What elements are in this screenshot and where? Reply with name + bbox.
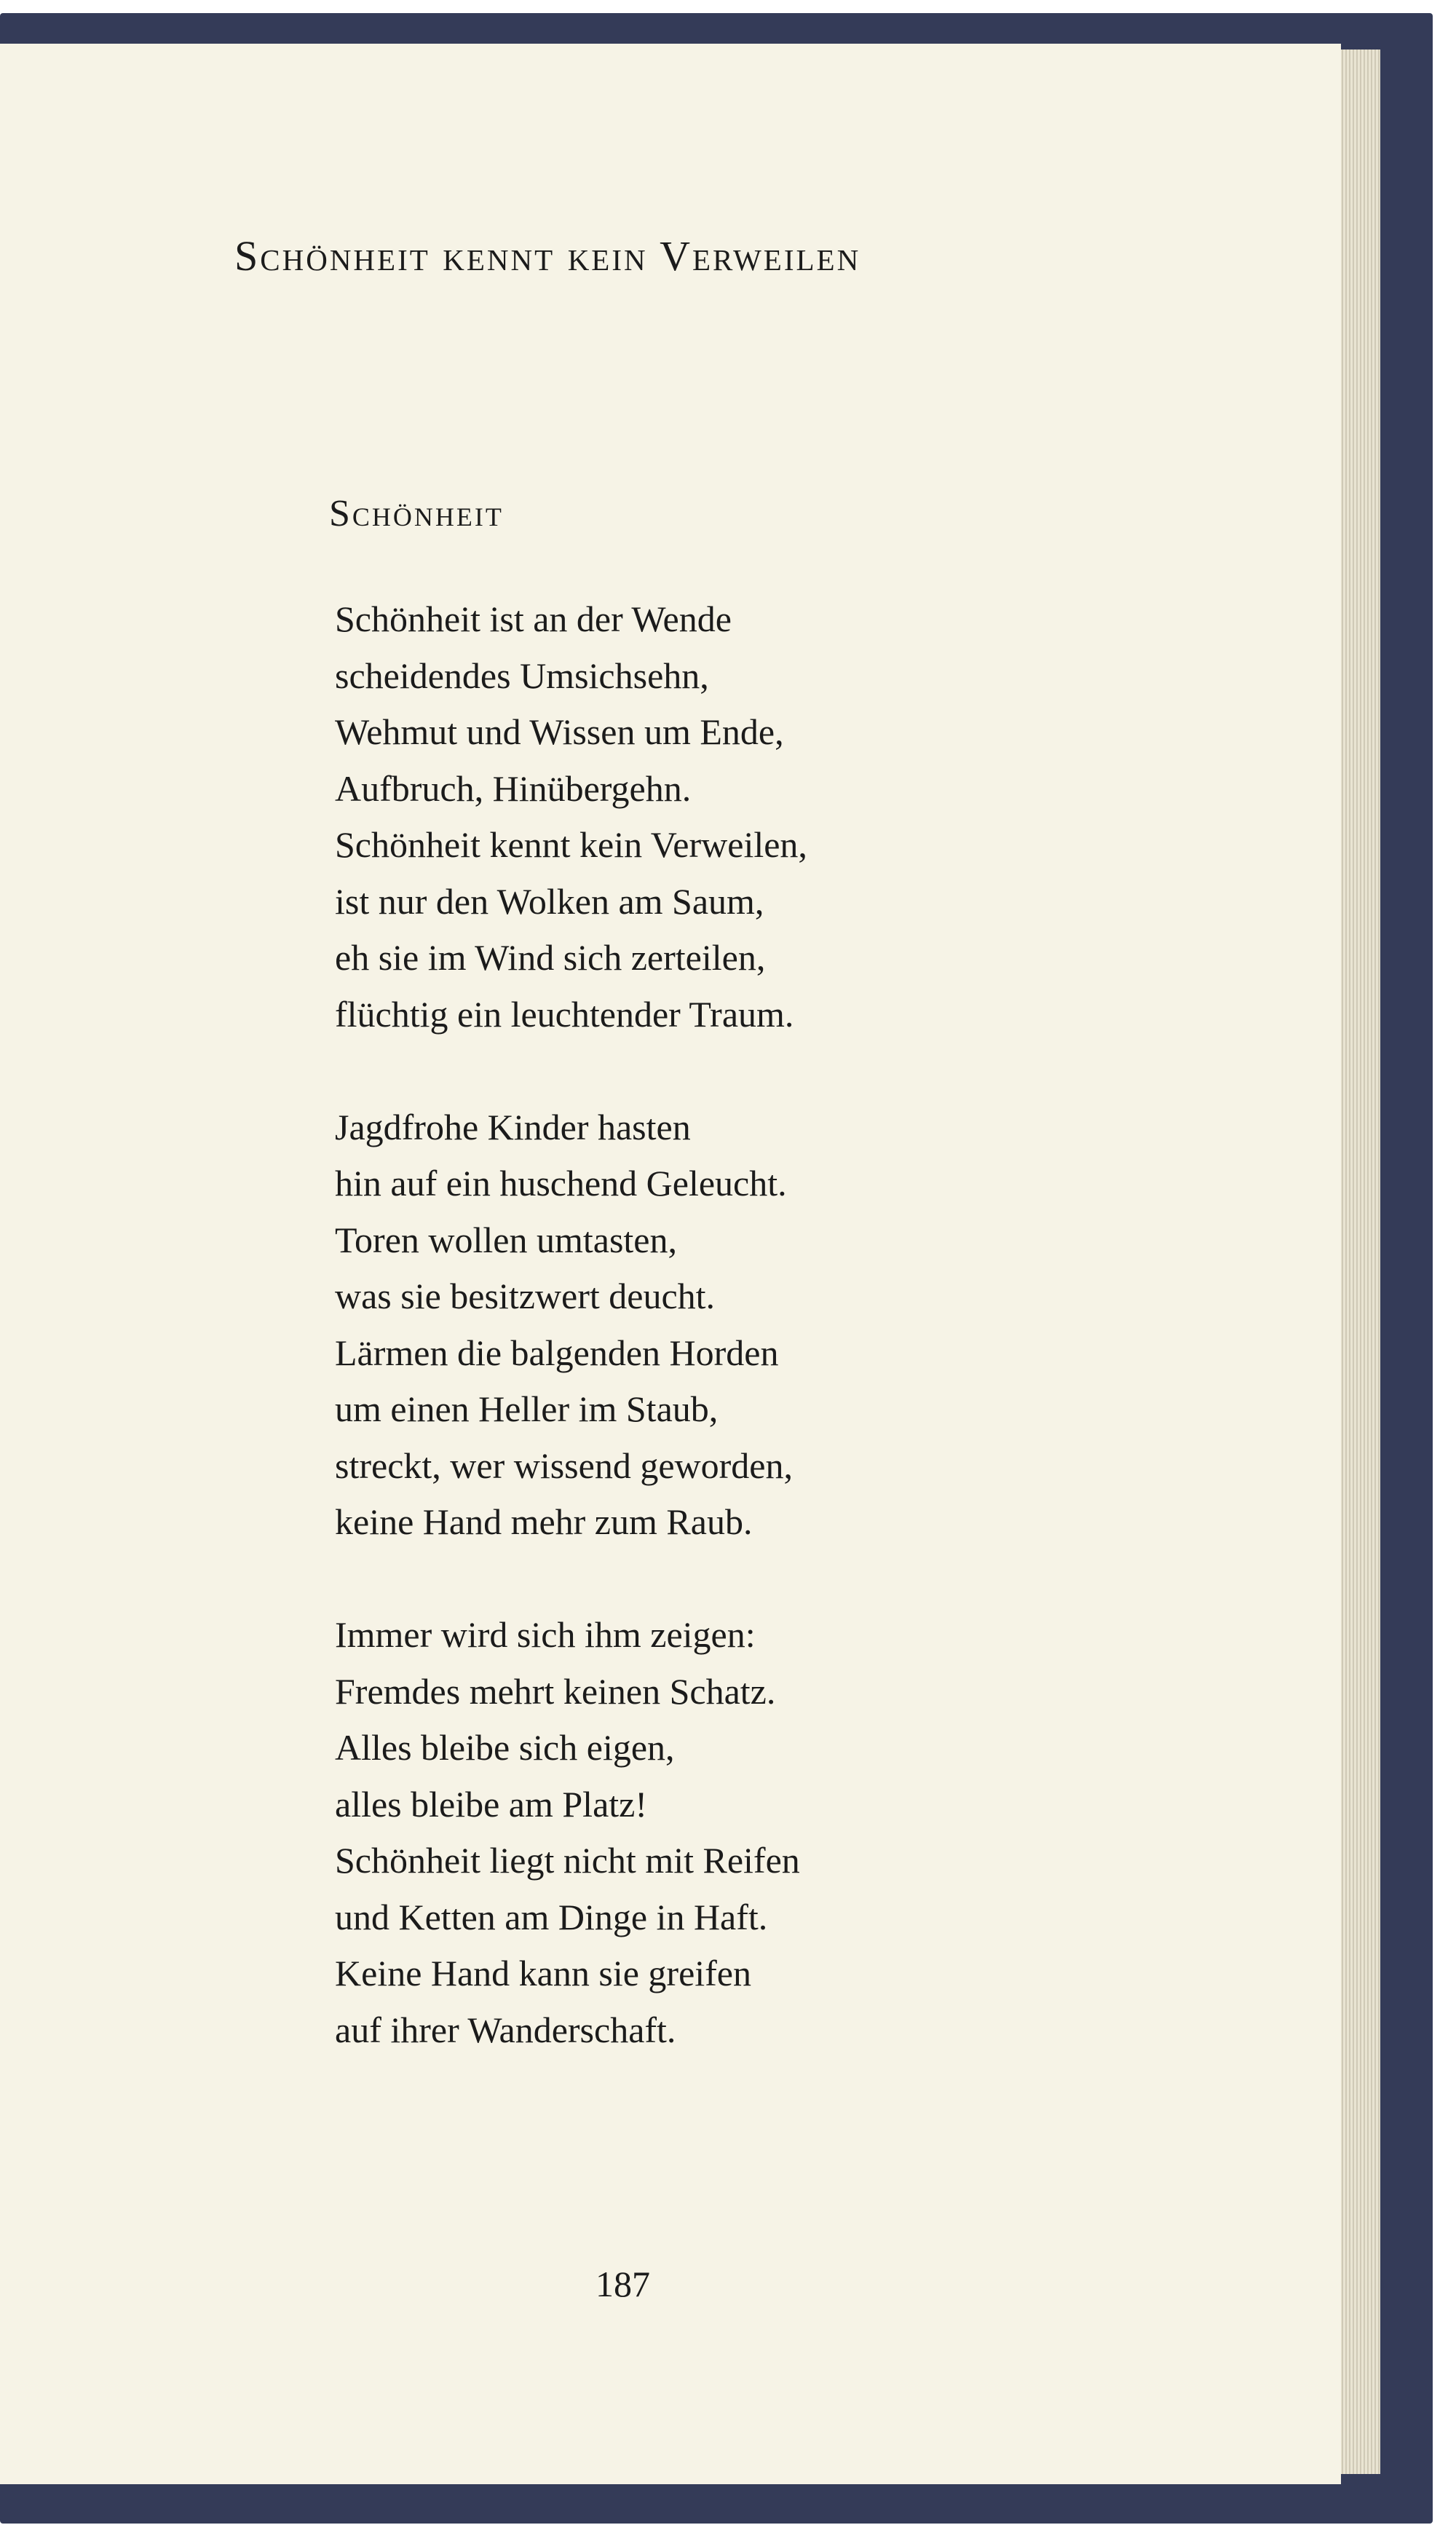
poem-line: Toren wollen umtasten, xyxy=(335,1219,677,1260)
poem-body xyxy=(335,591,1063,2058)
poem-line: Lärmen die balgenden Horden xyxy=(335,1332,779,1373)
poem-line: um einen Heller im Staub, xyxy=(335,1388,719,1429)
stanza-3 xyxy=(335,1607,1063,2058)
stanza-1 xyxy=(335,591,1063,1043)
poem-line: Immer wird sich ihm zeigen: xyxy=(335,1614,756,1655)
poem-line: Aufbruch, Hinübergehn. xyxy=(335,767,692,809)
poem-line: Wehmut und Wissen um Ende, xyxy=(335,711,784,752)
poem-line: flüchtig ein leuchtender Traum. xyxy=(335,993,794,1035)
poem-line: Schönheit liegt nicht mit Reifen xyxy=(335,1840,800,1881)
poem-line: Schönheit kennt kein Verweilen, xyxy=(335,824,807,865)
poem-line: eh sie im Wind sich zerteilen, xyxy=(335,937,766,978)
poem-line: Alles bleibe sich eigen, xyxy=(335,1727,675,1768)
poem-line: keine Hand mehr zum Raub. xyxy=(335,1501,753,1542)
poem-line: und Ketten am Dinge in Haft. xyxy=(335,1896,768,1937)
running-title: Schönheit kennt kein Verweilen xyxy=(234,232,861,280)
poem-line: alles bleibe am Platz! xyxy=(335,1783,648,1825)
poem-line: Fremdes mehrt keinen Schatz. xyxy=(335,1670,776,1712)
poem-line: ist nur den Wolken am Saum, xyxy=(335,880,764,922)
poem-line: Keine Hand kann sie greifen xyxy=(335,1953,751,1993)
poem-line: hin auf ein huschend Geleucht. xyxy=(335,1163,787,1204)
poem-title: Schönheit xyxy=(329,493,504,534)
poem-line: Jagdfrohe Kinder hasten xyxy=(335,1106,691,1147)
poem-line: streckt, wer wissend geworden, xyxy=(335,1445,793,1486)
poem-line: Schönheit ist an der Wende xyxy=(335,598,732,639)
page-number: 187 xyxy=(596,2264,650,2304)
poem-line: was sie besitzwert deucht. xyxy=(335,1276,716,1316)
poem-line: scheidendes Umsichsehn, xyxy=(335,655,709,696)
stanza-2 xyxy=(335,1099,1063,1551)
poem-line: auf ihrer Wanderschaft. xyxy=(335,2009,676,2050)
